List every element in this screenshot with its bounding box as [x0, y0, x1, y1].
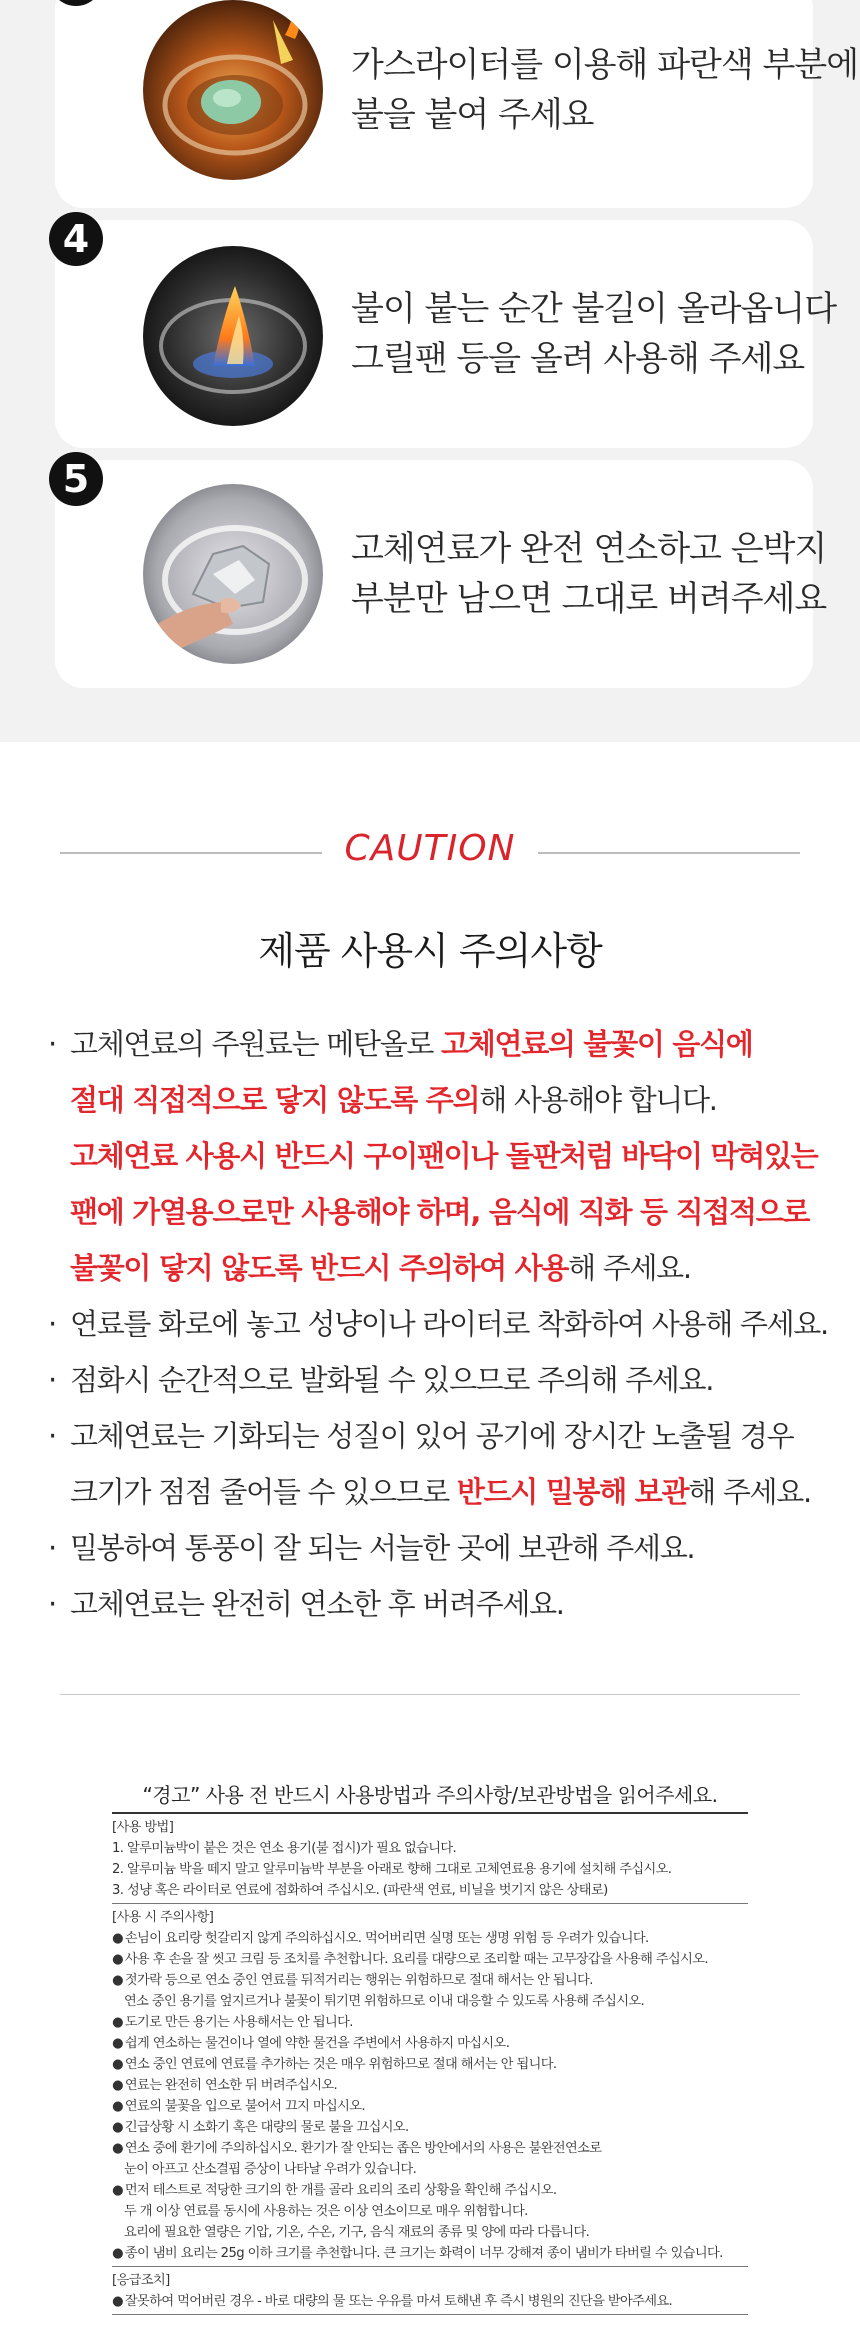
step-number-badge: 5	[49, 452, 103, 506]
caution-list	[48, 1016, 838, 1632]
step-line: 가스라이터를 이용해 파란색 부분에	[351, 45, 859, 85]
step-card-3	[55, 0, 859, 208]
warning-label-section	[112, 2267, 748, 2315]
warning-label-row: 요리에 필요한 열량은 기압, 기온, 수온, 기구, 음식 재료의 종류 및 양에 따라 다릅니다.	[124, 2225, 590, 2240]
step-line: 부분만 남으면 그대로 버려주세요	[351, 579, 827, 619]
warning-label-title: “경고” 사용 전 반드시 사용방법과 주의사항/보관방법을 읽어주세요.	[112, 1780, 748, 1814]
step-line: 불을 붙여 주세요	[351, 95, 594, 135]
warning-label-row: ● 사용 후 손을 잘 씻고 크림 등 조치를 추천합니다. 요리를 대량으로 조리할 때는 고무장갑을 사용해 주십시오.	[112, 1949, 748, 1970]
caution-emphasis: 팬에 가열용으로만 사용해야 하며, 음식에 직화 등 직접적으로	[70, 1195, 810, 1229]
caution-text: 해 주세요.	[688, 1475, 811, 1509]
warning-label-row: 2. 알루미늄 박을 떼지 말고 알루미늄박 부분을 아래로 향해 그대로 고체연료용 용기에 설치해 주십시오.	[112, 1862, 672, 1877]
bullet-dot: ·	[48, 1419, 56, 1453]
warning-label-row: ● 종이 냄비 요리는 25g 이하 크기를 추천합니다. 큰 크기는 화력이 너무 강해져 종이 냄비가 타버릴 수 있습니다.	[112, 2243, 748, 2264]
warning-label-row: ● 젓가락 등으로 연소 중인 연료를 뒤적거리는 행위는 위험하므로 절대 해서는 안 됩니다.	[112, 1970, 748, 1991]
caution-text: 고체연료의 주원료는 메탄올로	[70, 1027, 442, 1061]
step-line: 고체연료가 완전 연소하고 은박지	[351, 529, 827, 569]
warning-label-row: ● 쉽게 연소하는 물건이나 열에 약한 물건을 주변에서 사용하지 마십시오.	[112, 2033, 748, 2054]
caution-item-line	[48, 1520, 838, 1576]
caution-emphasis: 불꽃이 닿지 않도록 반드시 주의하여 사용	[70, 1251, 569, 1285]
warning-label-row: 1. 알루미늄박이 붙은 것은 연소 용기(불 접시)가 필요 없습니다.	[112, 1841, 457, 1856]
warning-section-heading: [사용 방법]	[112, 1820, 174, 1835]
warning-label-row: 눈이 아프고 산소결핍 증상이 나타날 우려가 있습니다.	[124, 2162, 417, 2177]
warning-label-row: ● 잘못하여 먹어버린 경우 - 바로 대량의 물 또는 우유를 마셔 토해낸 후 즉시 병원의 진단을 받아주세요.	[112, 2291, 748, 2312]
step-number-badge: 4	[49, 212, 103, 266]
step-description	[351, 524, 851, 624]
warning-label-row: ● 연소 중인 연료에 연료를 추가하는 것은 매우 위험하므로 절대 해서는 안 됩니다.	[112, 2054, 748, 2075]
warning-label-row: ● 연료의 불꽃을 입으로 불어서 끄지 마십시오.	[112, 2096, 748, 2117]
caution-text: 해 사용해야 합니다.	[479, 1083, 717, 1117]
caution-text: 고체연료는 완전히 연소한 후 버려주세요.	[70, 1587, 564, 1621]
warning-label-row: ● 도기로 만든 용기는 사용해서는 안 됩니다.	[112, 2012, 748, 2033]
caution-emphasis: 반드시 밀봉해 보관	[456, 1475, 689, 1509]
step-number-badge	[49, 0, 103, 6]
caution-emphasis: 고체연료의 불꽃이 음식에	[441, 1027, 753, 1061]
caution-text: 연료를 화로에 놓고 성냥이나 라이터로 착화하여 사용해 주세요.	[70, 1307, 828, 1341]
step-line: 그릴팬 등을 올려 사용해 주세요	[351, 339, 805, 379]
step-card-5	[55, 457, 827, 688]
caution-heading: 제품 사용시 주의사항	[258, 929, 602, 973]
warning-label-row: ● 손님이 요리랑 헛갈리지 않게 주의하십시오. 먹어버리면 실명 또는 생명 위험 등 우려가 있습니다.	[112, 1928, 748, 1949]
bullet-dot: ·	[48, 1307, 56, 1341]
caution-emphasis: 고체연료 사용시 반드시 구이팬이나 돌판처럼 바닥이 막혀있는	[70, 1139, 818, 1173]
warning-label-row: ● 긴급상황 시 소화기 혹은 대량의 물로 불을 끄십시오.	[112, 2117, 748, 2138]
warning-label-sections	[112, 1814, 748, 2315]
caution-item-line	[48, 1184, 838, 1240]
caution-text: 고체연료는 기화되는 성질이 있어 공기에 장시간 노출될 경우	[70, 1419, 794, 1453]
caution-item-line	[48, 1240, 838, 1296]
bullet-dot: ·	[48, 1363, 56, 1397]
caution-item-line	[48, 1576, 838, 1632]
caution-text: 해 주세요.	[568, 1251, 691, 1285]
step-card-4	[55, 217, 837, 448]
step-photo-remains	[143, 484, 323, 664]
warning-label-section	[112, 1814, 748, 1904]
caution-item-line	[48, 1072, 838, 1128]
caution-title: CAUTION	[344, 828, 516, 869]
caution-item-line	[48, 1128, 838, 1184]
step-photo-lighting	[143, 0, 323, 180]
section-divider	[60, 1694, 800, 1695]
warning-label-row: ● 먼저 테스트로 적당한 크기의 한 개를 골라 요리의 조리 상황을 확인해 주십시오.	[112, 2180, 748, 2201]
caution-emphasis: 절대 직접적으로 닿지 않도록 주의	[70, 1083, 480, 1117]
warning-label-row: 두 개 이상 연료를 동시에 사용하는 것은 이상 연소이므로 매우 위험합니다.	[124, 2204, 528, 2219]
warning-section-heading: [응급조치]	[112, 2273, 170, 2288]
warning-label-row: ● 연소 중에 환기에 주의하십시오. 환기가 잘 안되는 좁은 방안에서의 사용은 불완전연소로	[112, 2138, 748, 2159]
step-photo-flame	[143, 246, 323, 426]
step-line: 불이 붙는 순간 불길이 올라옵니다	[351, 289, 837, 329]
step-description	[351, 40, 859, 140]
caution-item-line	[48, 1464, 838, 1520]
warning-label-section	[112, 1904, 748, 2267]
warning-label-row: 연소 중인 용기를 엎지르거나 불꽃이 튀기면 위험하므로 이내 대응할 수 있도록 사용해 주십시오.	[124, 1994, 645, 2009]
warning-label	[112, 1780, 748, 2315]
caution-item-line	[48, 1408, 838, 1464]
step-description	[351, 284, 851, 384]
caution-text: 크기가 점점 줄어들 수 있으므로	[70, 1475, 457, 1509]
bullet-dot: ·	[48, 1531, 56, 1565]
bullet-dot: ·	[48, 1027, 56, 1061]
caution-item-line	[48, 1352, 838, 1408]
caution-text: 점화시 순간적으로 발화될 수 있으므로 주의해 주세요.	[70, 1363, 714, 1397]
caution-item-line	[48, 1296, 838, 1352]
caution-item-line	[48, 1016, 838, 1072]
warning-label-row: ● 연료는 완전히 연소한 뒤 버려주십시오.	[112, 2075, 748, 2096]
warning-section-heading: [사용 시 주의사항]	[112, 1910, 214, 1925]
warning-label-row: 3. 성냥 혹은 라이터로 연료에 점화하여 주십시오. (파란색 연료, 비닐을 벗기지 않은 상태로)	[112, 1883, 608, 1898]
bullet-dot: ·	[48, 1587, 56, 1621]
caution-text: 밀봉하여 통풍이 잘 되는 서늘한 곳에 보관해 주세요.	[70, 1531, 695, 1565]
